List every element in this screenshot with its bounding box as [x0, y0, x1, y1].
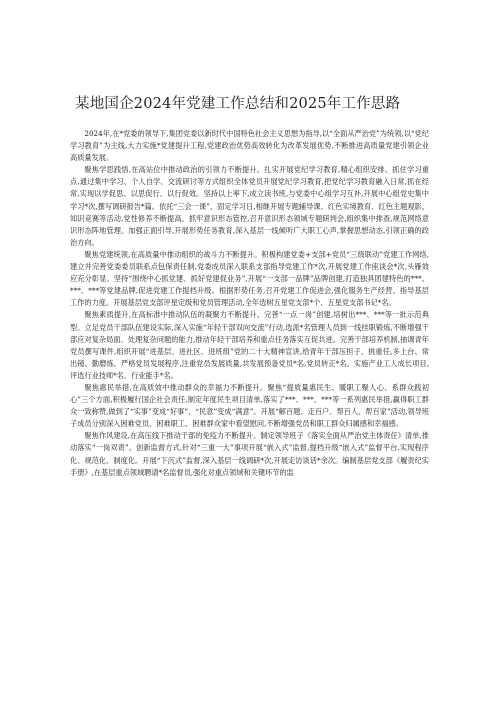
document-body: [70, 128, 429, 479]
paragraph-work-style: 聚焦作风建设,在高压线下推动干部的免疫力不断提升。制定领导班子《落实全面从严治党主体责任》清单,推动落实“一岗双责”。创新监督方式,针对“三重一大”事项开展“嵌入式”监督,提档升级“嵌入式”监督平台,实现程序化、规范化、制度化。开展“下沉式”监督,深入基层一线调研*次,开展走访谈话*余次。编制基层党支部《履责纪实手册》,在基层重点领域聘请*名监督员,强化对重点领域和关键环节的监: [70, 431, 429, 477]
paragraph-team-quality: 聚焦素质提升,在高标准中推动队伍的凝聚力不断提升。完善“一点一岗”创建,培树出***、***等一批示范典型。立足党员干部队伍建设实际,深入实施“年轻干部双向交流”行动,选派*名管理人员到一线挂职锻炼,不断增强干部应对复杂局面、处理复杂问题的能力,推动年轻干部培养和重点任务落实互促共进。完善干部培养机制,抽调青年党员撰写课件,组织开展“进基层、进社区、进班组”党的二十大精神宣讲,给青年干部压担子、挑重任,多上台、常出镜、勤磨炼。严格党员发展程序,注重党员发展质量,共发展预备党员*名,党员转正*名。实施产业工人成长项目,评选行业技师*名、行业能手*名。: [70, 310, 429, 380]
paragraph-livelihood: 聚焦惠民举措,在高质效中推动群众的幸福力不断提升。聚焦“提质量惠民生、暖职工聚人心、系群众践初心”三个方面,积极履行国企社会责任,制定年度民生项目清单,落实了***、***、***等一系列惠民举措,赢得职工群众一致称赞,做到了“实事”变成“好事”、“民意”变成“满意”。开展“解百题、走百户、帮百人、帮百家”活动,领导班子成员分别深入困难党员、困难职工、困难群众家中看望慰问,不断增强党员和职工群众归属感和幸福感。: [70, 382, 429, 429]
paragraph-intro: 2024年,在*党委的领导下,集团党委以新时代中国特色社会主义思想为指导,以“全面从严治党”为统领,以“党纪学习教育”为主线,大力实施*党建提升工程,党建政治优势高效转化为改革发展优势,不断推进高质量党建引领企业高质量发展。: [70, 129, 429, 163]
paragraph-political-guidance: 聚焦学思践悟,在高站位中推动政治的引领力不断提升。扎实开展党纪学习教育,精心组织安排、抓住学习重点,通过集中学习、个人自学、交流研讨等方式组织全体党员开展党纪学习教育,把党纪学习教育融入日常,抓在经常,实现以学促思、以思促行、以行促效。坚持以上率下,成立读书班,与党委中心组学习互补,开展中心组党史集中学习*次,撰写调研报告*篇。依托“三会一课”、固定学习日,相继开展专题辅导课、红色实境教育、红色主题观影、知识竞赛等活动,党性修养不断提高。抓牢意识形态管控,召开意识形态领域专题研判会,组织集中排查,规范网络意识形态阵地管理。加强正面引导,开展形势任务教育,深入基层一线倾听广大职工心声,掌握思想动态,引领正确的政治方向。: [70, 165, 429, 247]
paragraph-organization: 聚焦党建统领,在高质量中推动组织的战斗力不断提升。积极构建党委+支部+党员“三级联动”党建工作网络,建立并完善党委委员联系点包保责任制,党委成员深入联系支部指导党建工作*次,开展党建工作座谈会*次,头雁效应充分彰显。坚持“围绕中心抓党建、抓好党建促业务”,开展“一支部一品牌”品牌创建,打造独具团建特色的***、***、***等党建品牌,促进党建工作提档升级。根据形势任务,召开党建工作促进会,强化服务生产经营、指导基层工作的力度。开展基层党支部评星定级和党员管理活动,全年选树五星党支部*个、五星党支部书记*名。: [70, 249, 429, 308]
document-title: 某地国企2024年党建工作总结和2025年工作思路: [75, 96, 401, 112]
